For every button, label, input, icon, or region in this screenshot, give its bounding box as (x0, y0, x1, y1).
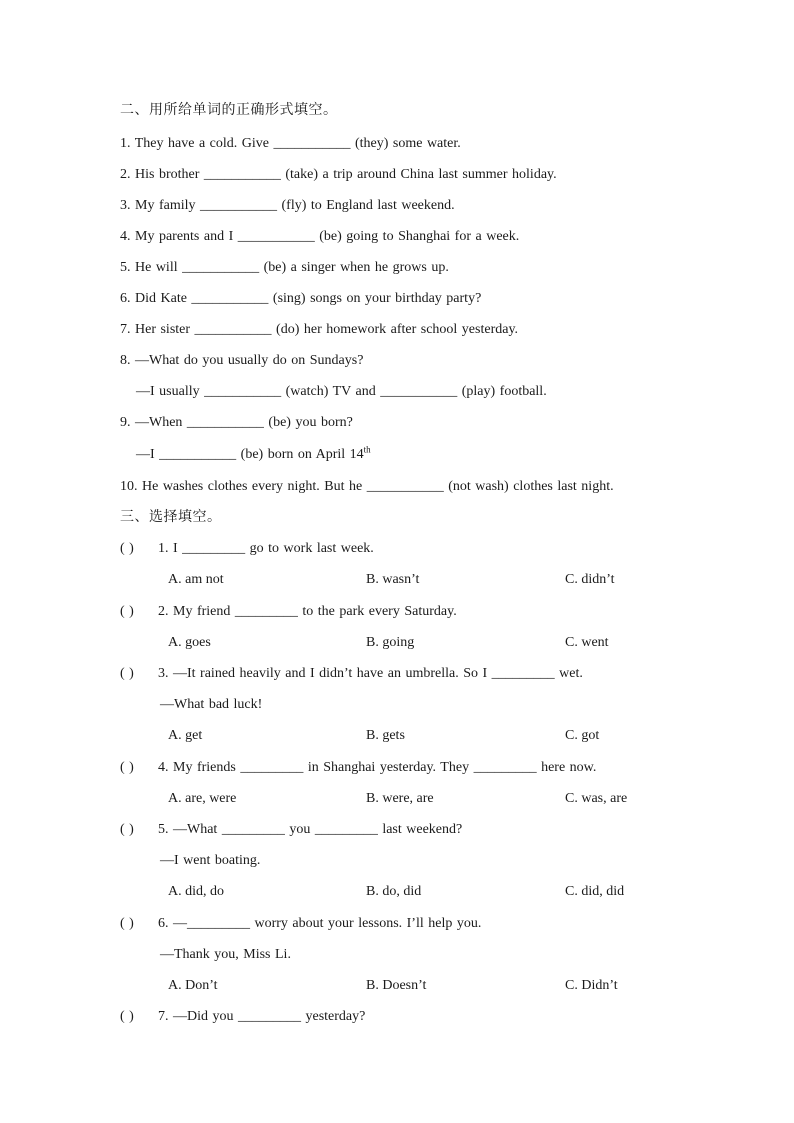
question-6-response: —Thank you, Miss Li. (160, 947, 291, 962)
answer-paren: ( ) (120, 822, 134, 837)
section-3-title: 三、选择填空。 (120, 509, 222, 525)
option-a: A. did, do (168, 884, 224, 899)
question-text: 7. —Did you _________ yesterday? (158, 1009, 366, 1024)
superscript-th: th (363, 444, 371, 455)
fill-item-2: 2. His brother ___________ (take) a trip around China last summer holiday. (120, 167, 557, 182)
option-a: A. get (168, 728, 203, 743)
choice-question-1 (120, 540, 374, 558)
option-a: A. am not (168, 572, 224, 587)
question-5-response: —I went boating. (160, 853, 261, 868)
fill-item-7: 7. Her sister ___________ (do) her homework after school yesterday. (120, 322, 519, 337)
fill-item-10: 10. He washes clothes every night. But he ___________ (not wash) clothes last night. (120, 479, 614, 494)
answer-paren: ( ) (120, 666, 134, 681)
answer-paren: ( ) (120, 1009, 134, 1024)
section-2-title: 二、用所给单词的正确形式填空。 (120, 102, 338, 118)
answer-paren: ( ) (120, 760, 134, 775)
fill-item-8-question: 8. —What do you usually do on Sundays? (120, 353, 364, 368)
option-a: A. Don’t (168, 978, 218, 993)
option-b: B. gets (366, 728, 405, 743)
fill-item-4: 4. My parents and I ___________ (be) going to Shanghai for a week. (120, 229, 520, 244)
answer-paren: ( ) (120, 916, 134, 931)
option-a: A. are, were (168, 791, 237, 806)
option-c: C. went (565, 635, 609, 650)
fill-item-6: 6. Did Kate ___________ (sing) songs on your birthday party? (120, 291, 482, 306)
answer-paren: ( ) (120, 541, 134, 556)
choice-question-5 (120, 821, 462, 839)
option-c: C. Didn’t (565, 978, 618, 993)
question-text: 5. —What _________ you _________ last weekend? (158, 822, 463, 837)
question-text: 1. I _________ go to work last week. (158, 541, 374, 556)
fill-item-9-answer (136, 446, 371, 464)
fill-item-8-answer: —I usually ___________ (watch) TV and ___________ (play) football. (136, 384, 547, 399)
option-c: C. did, did (565, 884, 625, 899)
option-c: C. didn’t (565, 572, 615, 587)
option-c: C. got (565, 728, 600, 743)
fill-item-9-answer-text: —I ___________ (be) born on April 14 (136, 447, 364, 462)
answer-paren: ( ) (120, 604, 134, 619)
choice-question-7 (120, 1008, 365, 1026)
question-text: 4. My friends _________ in Shanghai yesterday. They _________ here now. (158, 760, 597, 775)
fill-item-3: 3. My family ___________ (fly) to England last weekend. (120, 198, 455, 213)
fill-item-9-question: 9. —When ___________ (be) you born? (120, 415, 353, 430)
choice-question-2 (120, 603, 457, 621)
fill-item-1: 1. They have a cold. Give ___________ (they) some water. (120, 136, 461, 151)
question-3-response: —What bad luck! (160, 697, 263, 712)
question-text: 2. My friend _________ to the park every Saturday. (158, 604, 457, 619)
option-a: A. goes (168, 635, 211, 650)
option-b: B. were, are (366, 791, 434, 806)
option-c: C. was, are (565, 791, 628, 806)
option-b: B. going (366, 635, 415, 650)
choice-question-3 (120, 665, 583, 683)
option-b: B. do, did (366, 884, 422, 899)
option-b: B. wasn’t (366, 572, 420, 587)
choice-question-4 (120, 759, 596, 777)
option-b: B. Doesn’t (366, 978, 427, 993)
choice-question-6 (120, 915, 481, 933)
question-text: 3. —It rained heavily and I didn’t have an umbrella. So I _________ wet. (158, 666, 583, 681)
question-text: 6. —_________ worry about your lessons. I’ll help you. (158, 916, 482, 931)
fill-item-5: 5. He will ___________ (be) a singer when he grows up. (120, 260, 449, 275)
